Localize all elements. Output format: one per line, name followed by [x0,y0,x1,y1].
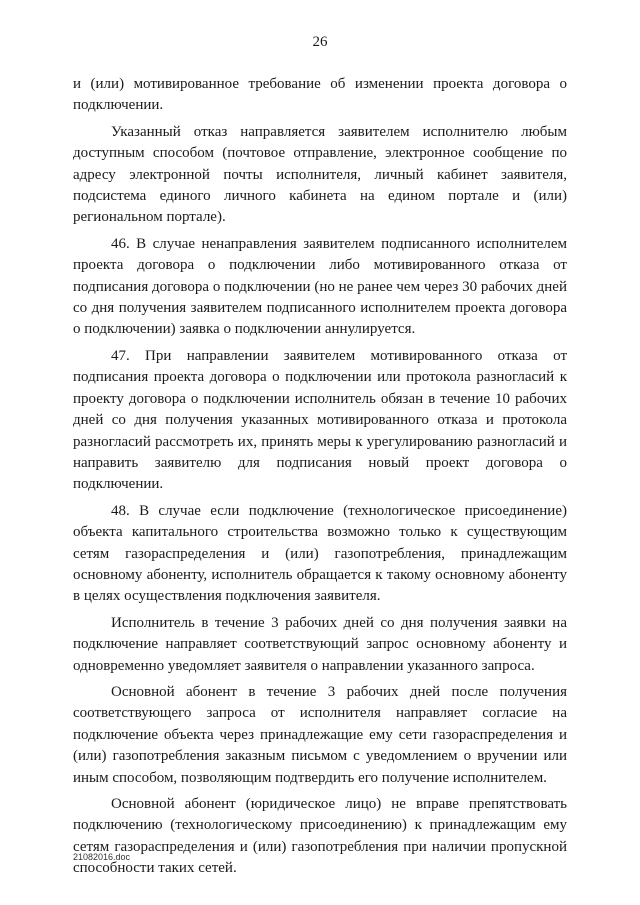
page-number: 26 [312,34,328,50]
paragraph-clause-47: 47. При направлении заявителем мотивированного отказа от подписания проекта договора о подключении или протокола разногласий к проекту договора о подключении исполнитель обязан в течение 10 рабочих дней со дня получения указанных мотивированного отказа и протокола разногласий рассмотреть их, принять меры к урегулированию разногласий и направить заявителю для подписания новый проект договора о подключении. [73,347,567,493]
paragraph-main-subscriber-consent: Основной абонент в течение 3 рабочих дней после получения соответствующего запроса от исполнителя направляет согласие на подключение объекта через принадлежащие ему сети газораспределения и (или) газопотребления заказным письмом с уведомлением о вручении или иным способом, позволяющим подтвердить его получение исполнителем. [73,683,567,786]
paragraph-clause-48: 48. В случае если подключение (технологическое присоединение) объекта капитального строительства возможно только к существующим сетям газораспределения и (или) газопотребления, принадлежащим основному абоненту, исполнитель обращается к такому основному абоненту в целях осуществления подключения заявителя. [73,502,567,605]
document-body [73,74,567,885]
paragraph-clause-46: 46. В случае ненаправления заявителем подписанного исполнителем проекта договора о подключении либо мотивированного отказа от подписания договора о подключении (но не ранее чем через 30 рабочих дней со дня получения заявителем подписанного исполнителем проекта договора о подключении) заявка о подключении аннулируется. [73,235,567,338]
paragraph-refusal-delivery: Указанный отказ направляется заявителем исполнителю любым доступным способом (почтовое отправление, электронное сообщение по адресу электронной почты исполнителя, личный кабинет заявителя, подсистема единого личного кабинета на едином портале и (или) региональном портале). [73,123,567,226]
paragraph-main-subscriber-obligation: Основной абонент (юридическое лицо) не вправе препятствовать подключению (технологическому присоединению) к принадлежащим ему сетям газораспределения и (или) газопотребления при наличии пропускной способности таких сетей. [73,796,567,877]
paragraph-continuation: и (или) мотивированное требование об изменении проекта договора о подключении. [73,76,567,114]
footer-filename: 21082016.doc [73,852,131,862]
paragraph-executor-request: Исполнитель в течение 3 рабочих дней со дня получения заявки на подключение направляет соответствующий запрос основному абоненту и одновременно уведомляет заявителя о направлении указанного запроса. [73,614,567,674]
